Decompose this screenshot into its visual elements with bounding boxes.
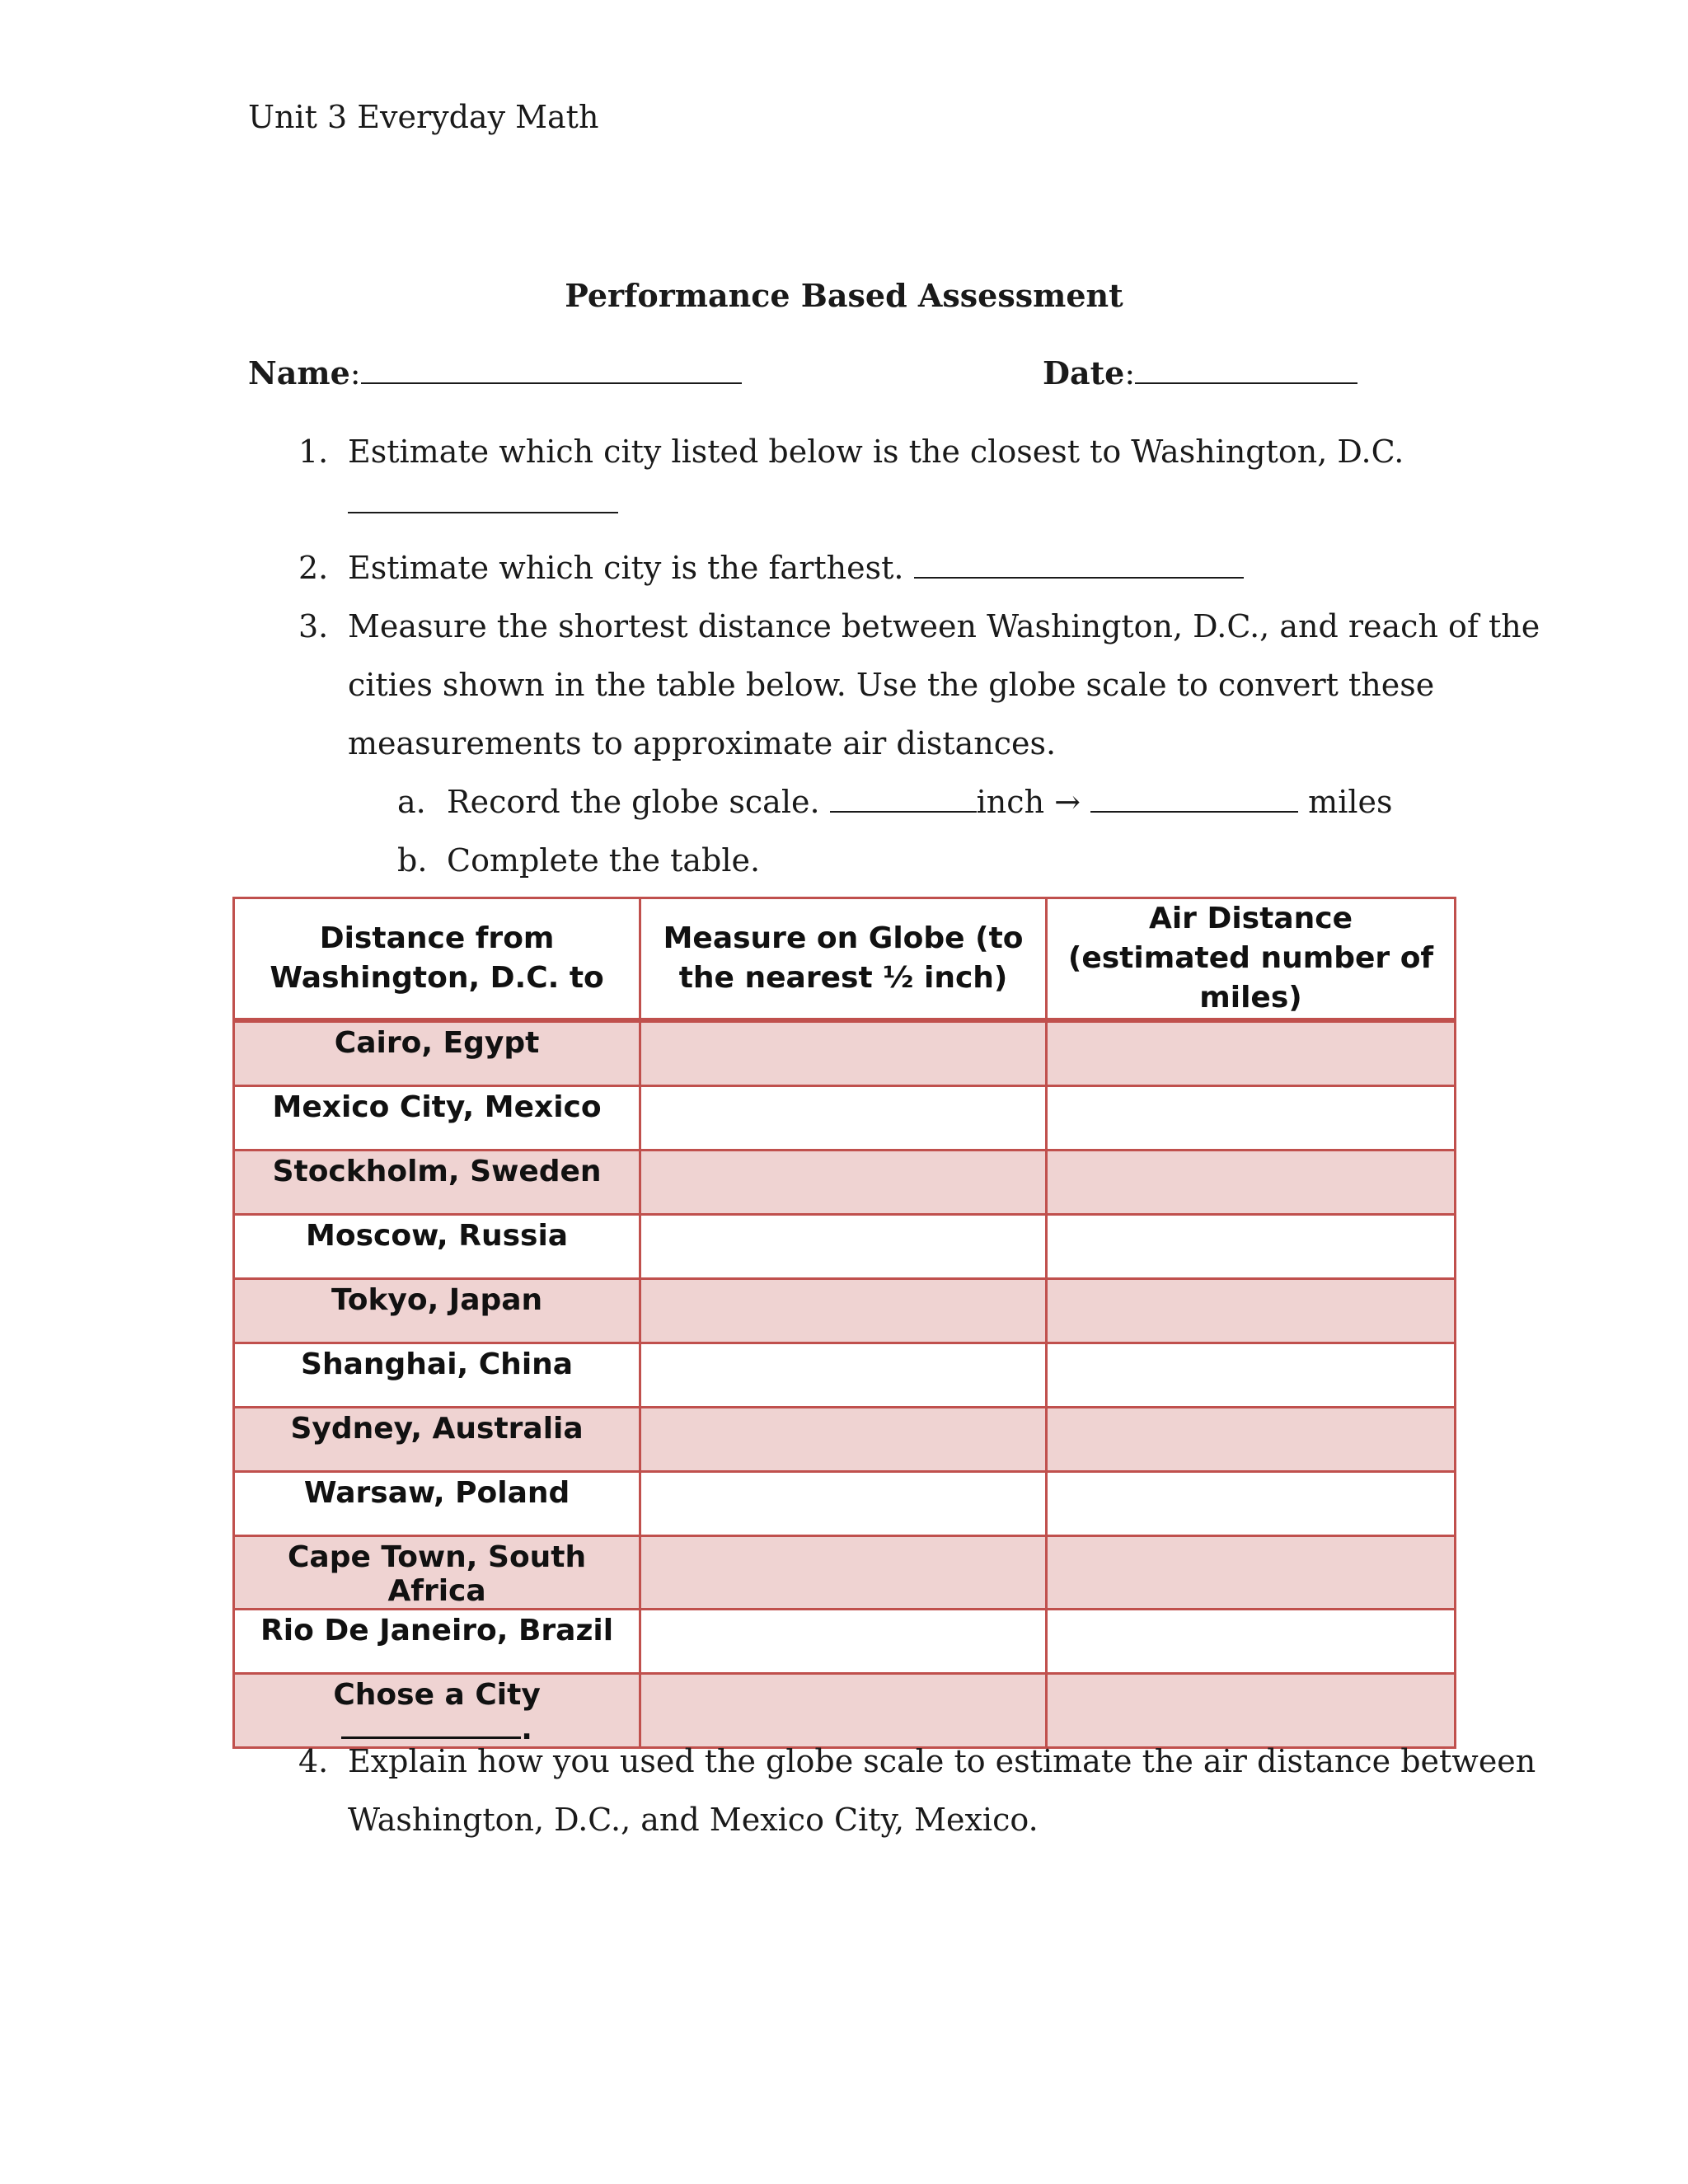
globe-measure-cell[interactable] [640, 1536, 1047, 1610]
globe-measure-cell[interactable] [640, 1215, 1047, 1279]
table-header-row [234, 898, 1456, 1021]
distance-table [232, 897, 1456, 1749]
subpart-letter: b. [397, 842, 428, 879]
globe-measure-cell[interactable] [640, 1610, 1047, 1674]
globe-measure-cell[interactable] [640, 1472, 1047, 1536]
globe-measure-cell[interactable] [640, 1086, 1047, 1151]
table-row [234, 1151, 1456, 1215]
choose-city-label: Chose a City [333, 1678, 541, 1712]
air-distance-cell[interactable] [1046, 1343, 1455, 1408]
header-text: Unit 3 Everyday Math [248, 99, 599, 135]
table-row [234, 1215, 1456, 1279]
air-distance-cell[interactable] [1046, 1610, 1455, 1674]
name-colon: : [349, 355, 361, 391]
subpart-line [447, 773, 1393, 832]
table-row [234, 1086, 1456, 1151]
subpart-text: Record the globe scale. [447, 784, 820, 820]
unit-miles: miles [1308, 784, 1393, 820]
column-header-globe-measure: Measure on Globe (to the nearest ½ inch) [640, 898, 1047, 1021]
page-title: Performance Based Assessment [565, 277, 1123, 314]
subpart-b [397, 832, 1469, 890]
unit-inch: inch [976, 784, 1045, 820]
question-line-1: Measure the shortest distance between Washington, D.C., and reach of the [348, 608, 1540, 644]
date-field [1043, 354, 1357, 391]
question-3 [298, 598, 1540, 773]
globe-measure-cell[interactable] [640, 1279, 1047, 1343]
air-distance-cell[interactable] [1046, 1020, 1455, 1086]
city-cell: Cape Town, South Africa [234, 1536, 640, 1610]
globe-measure-cell[interactable] [640, 1343, 1047, 1408]
question-number: 4. [298, 1743, 329, 1779]
question-1 [298, 423, 1452, 540]
arrow-icon: → [1054, 784, 1081, 820]
air-distance-cell[interactable] [1046, 1536, 1455, 1610]
subpart-letter: a. [397, 784, 426, 820]
question-line-2: Washington, D.C., and Mexico City, Mexico. [348, 1802, 1039, 1838]
city-cell: Cairo, Egypt [234, 1020, 640, 1086]
question-line-2: cities shown in the table below. Use the globe scale to convert these [348, 667, 1435, 703]
question-number: 3. [298, 608, 329, 644]
question-text: Estimate which city is the farthest. [348, 550, 904, 586]
date-label: Date [1043, 354, 1125, 391]
table-row [234, 1020, 1456, 1086]
name-field [248, 354, 742, 391]
column-header-destination: Distance from Washington, D.C. to [234, 898, 640, 1021]
question-text: Estimate which city listed below is the closest to Washington, D.C. [348, 434, 1404, 470]
question-line-1: Explain how you used the globe scale to estimate the air distance between [348, 1743, 1536, 1779]
question-number: 1. [298, 434, 329, 470]
city-cell: Moscow, Russia [234, 1215, 640, 1279]
city-cell: Tokyo, Japan [234, 1279, 640, 1343]
question-number: 2. [298, 550, 329, 586]
question-2 [298, 539, 1452, 598]
globe-measure-cell[interactable] [640, 1020, 1047, 1086]
question-line [348, 539, 1244, 598]
table-row [234, 1536, 1456, 1610]
table-row [234, 1279, 1456, 1343]
column-header-air-distance: Air Distance (estimated number of miles) [1046, 898, 1455, 1021]
date-blank[interactable] [1135, 354, 1357, 384]
air-distance-cell[interactable] [1046, 1215, 1455, 1279]
air-distance-cell[interactable] [1046, 1151, 1455, 1215]
table-row [234, 1343, 1456, 1408]
question-4 [298, 1732, 1536, 1849]
air-distance-cell[interactable] [1046, 1086, 1455, 1151]
name-blank[interactable] [361, 354, 742, 384]
subpart-text: Complete the table. [447, 842, 761, 879]
city-cell: Shanghai, China [234, 1343, 640, 1408]
globe-measure-cell[interactable] [640, 1408, 1047, 1472]
table-row [234, 1472, 1456, 1536]
name-label: Name [248, 354, 350, 391]
air-distance-cell[interactable] [1046, 1408, 1455, 1472]
air-distance-cell[interactable] [1046, 1472, 1455, 1536]
city-cell: Mexico City, Mexico [234, 1086, 640, 1151]
table-row [234, 1610, 1456, 1674]
subpart-a [397, 773, 1469, 832]
date-colon: : [1124, 355, 1136, 391]
globe-measure-cell[interactable] [640, 1151, 1047, 1215]
choose-city-period: . [521, 1713, 532, 1746]
city-cell: Warsaw, Poland [234, 1472, 640, 1536]
air-distance-cell[interactable] [1046, 1279, 1455, 1343]
question-line-3: measurements to approximate air distances. [348, 725, 1057, 762]
table-row [234, 1408, 1456, 1472]
city-cell: Rio De Janeiro, Brazil [234, 1610, 640, 1674]
answer-blank-q1[interactable] [348, 510, 618, 513]
scale-miles-blank[interactable] [1090, 783, 1298, 813]
city-cell: Sydney, Australia [234, 1408, 640, 1472]
answer-blank-q2[interactable] [914, 549, 1244, 579]
city-cell: Stockholm, Sweden [234, 1151, 640, 1215]
scale-inch-blank[interactable] [830, 783, 977, 813]
